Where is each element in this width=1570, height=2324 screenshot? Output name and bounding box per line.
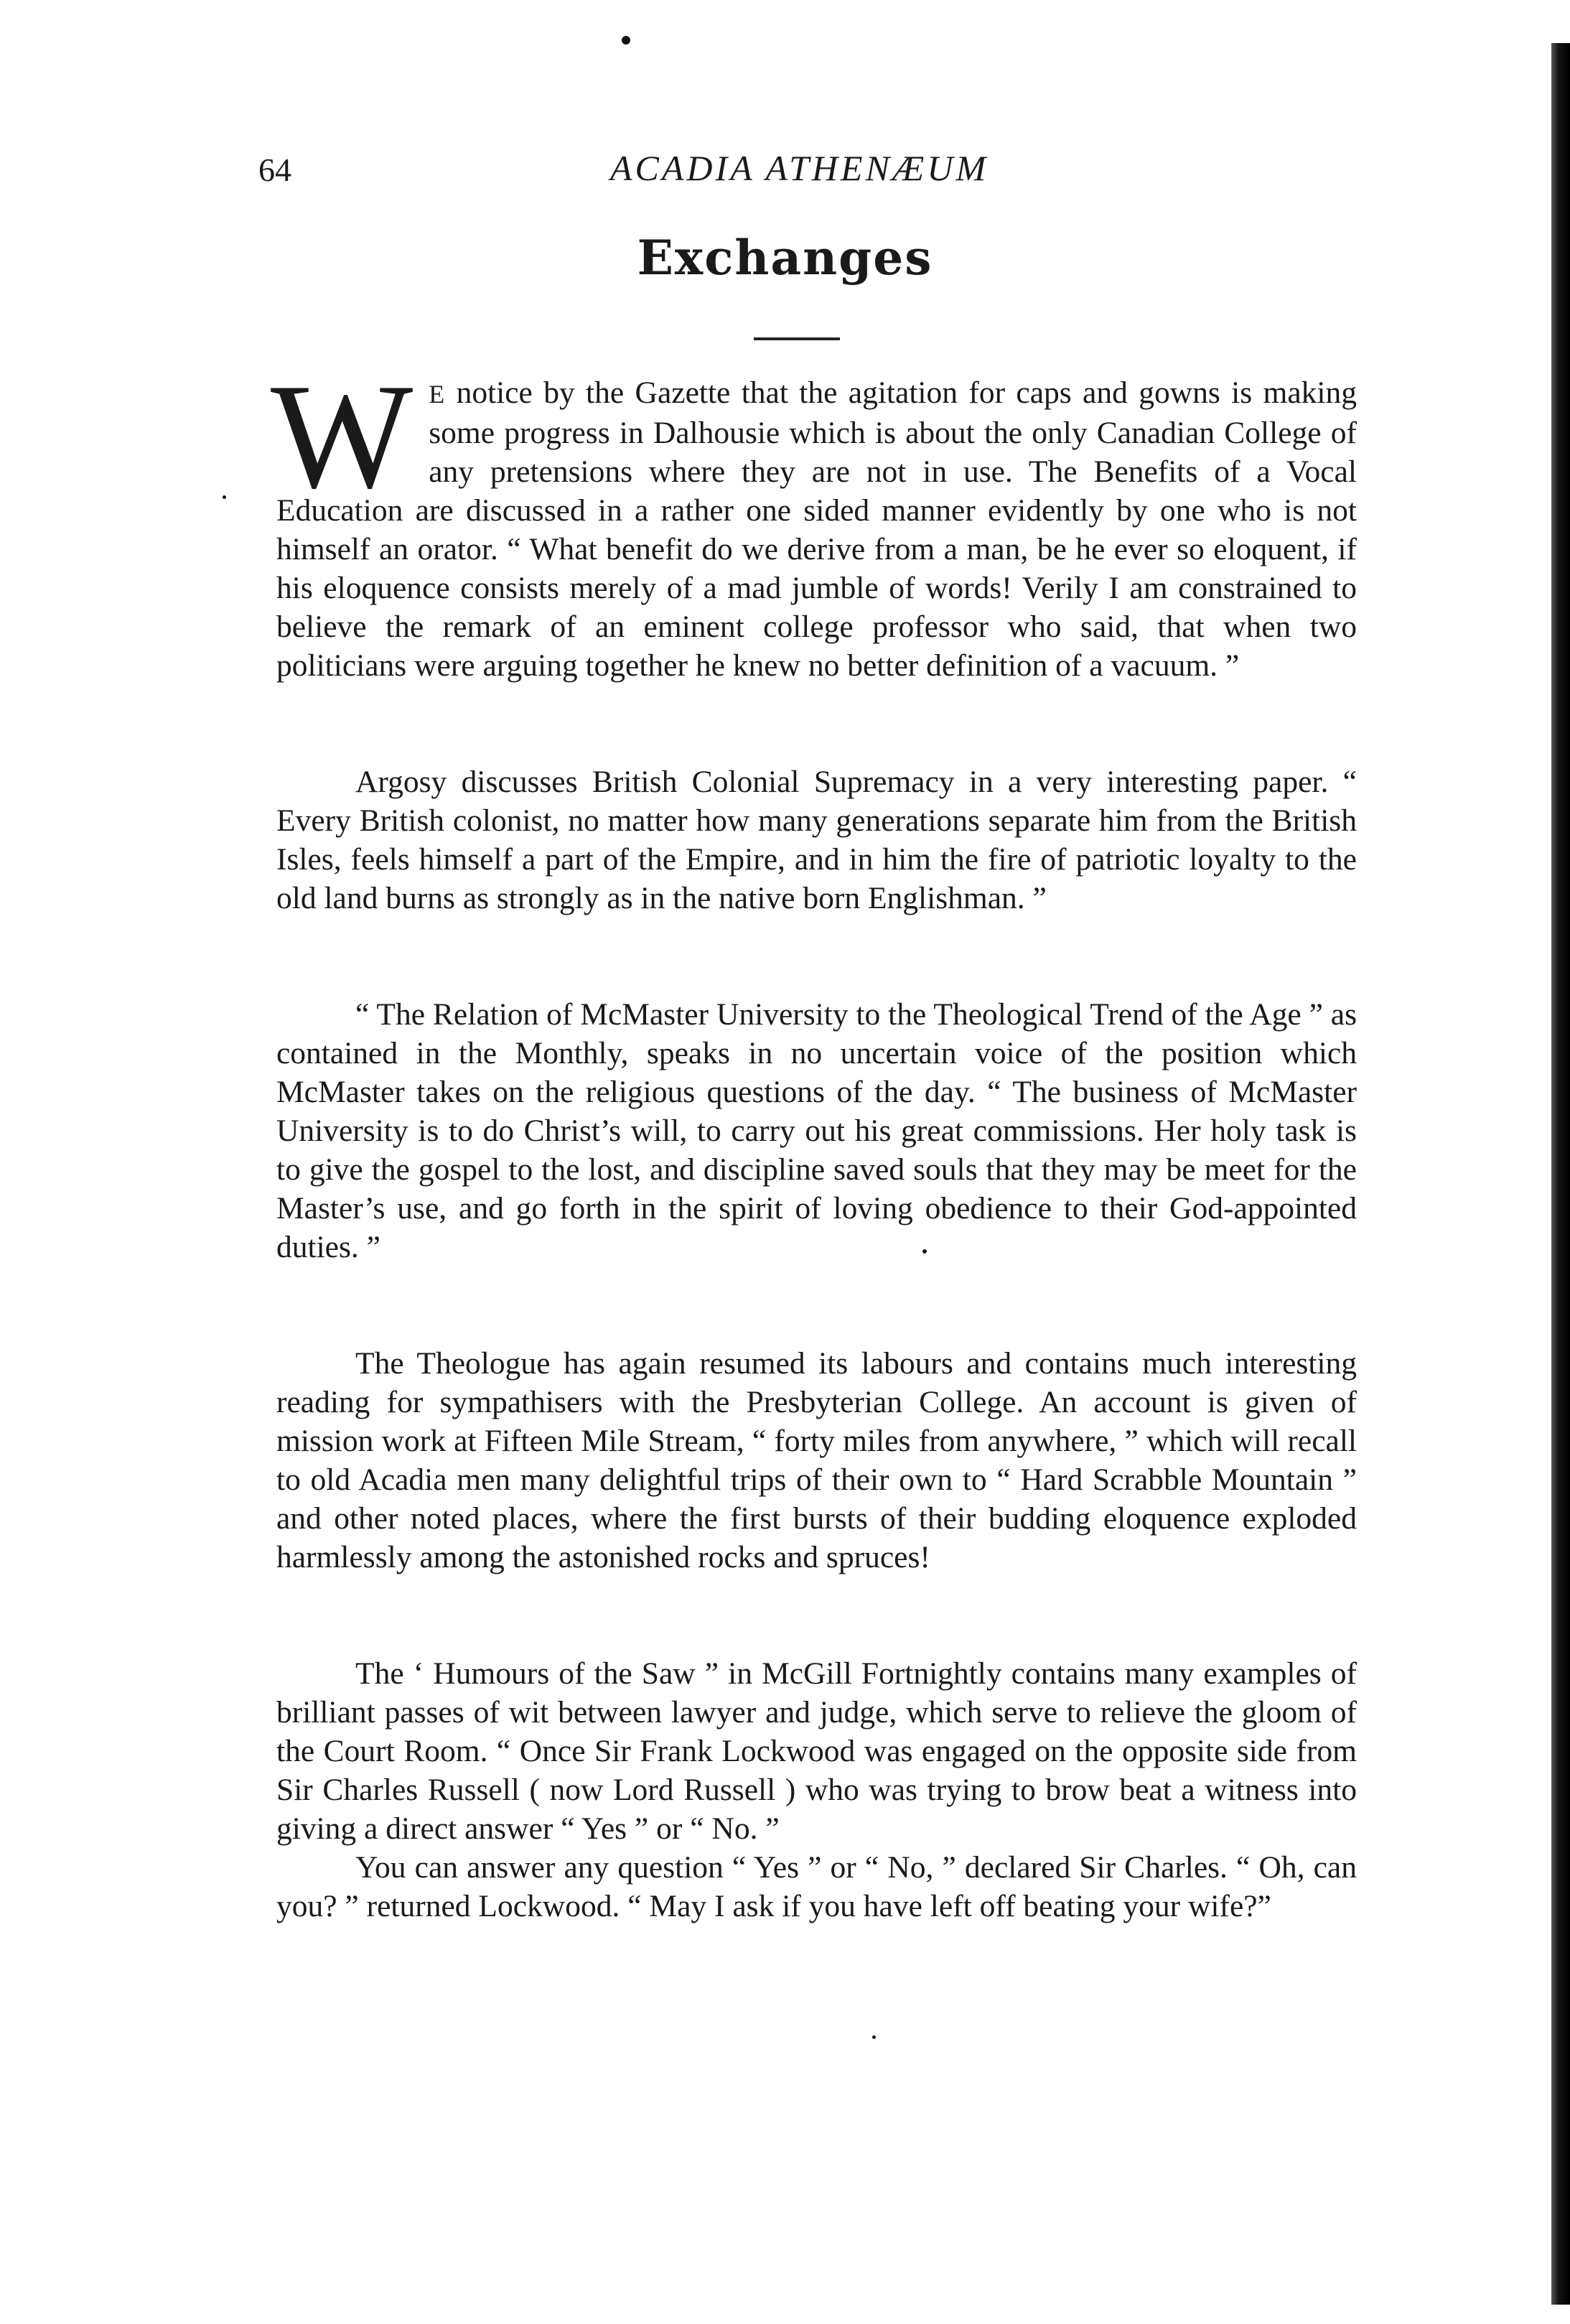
drop-cap-continuation: E xyxy=(429,380,446,409)
page-number: 64 xyxy=(258,151,291,188)
paragraph-text: notice by the Gazette that the agitation for caps and gowns is making some progress in Dalhousie which is about the only Canadian College of any pretensions where they are not in use. The Benefits of a Vocal Education are discussed in a rather one sided manner evidently by one who is not himself an orator. “ What benefit do we derive from a man, be he ever so eloquent, if his eloquence consists merely of a mad jumble of words! Verily I am constrained to believe the remark of an eminent college professor who said, that when two politicians were arguing together he knew no better definition of a vacuum. ” xyxy=(276,375,1357,683)
paragraph-mcgill: The ‘ Humours of the Saw ” in McGill Fortnightly contains many examples of brilliant passes of wit between lawyer and judge, which serve to relieve the gloom of the Court Room. “ Once Sir Frank Lockwood was engaged on the opposite side from Sir Charles Russell ( now Lord Russell ) who was trying to brow beat a witness into giving a direct answer “ Yes ” or “ No. ” xyxy=(276,1656,1357,1846)
ink-speck xyxy=(223,495,226,499)
paragraph-theologue: The Theologue has again resumed its labours and contains much interesting reading for sympathisers with the Presbyterian College. An account is given of mission work at Fifteen Mile Stream, “ forty miles from anywhere, ” which will recall to old Acadia men many delightful trips of their own to “ Hard Scrabble Mountain ” and other noted places, where the first bursts of their budding eloquence exploded harmlessly among the astonished rocks and spruces! xyxy=(276,1346,1357,1574)
article-body xyxy=(271,353,1357,1926)
paragraph-lockwood: You can answer any question “ Yes ” or “ No, ” declared Sir Charles. “ Oh, can you? ” returned Lockwood. “ May I ask if you have left off beating your wife?” xyxy=(276,1850,1357,1923)
ink-speck xyxy=(872,2035,876,2039)
paragraph-mcmaster: “ The Relation of McMaster University to the Theological Trend of the Age ” as contained in the Monthly, speaks in no uncertain voice of the position which McMaster takes on the religious questions of the day. “ The business of McMaster University is to do Christ’s will, to carry out his great commissions. Her holy task is to give the gospel to the lost, and discipline saved souls that they may be meet for the Master’s use, and go forth in the spirit of loving obedience to their God-appointed duties. ” xyxy=(276,997,1357,1264)
paragraph-gazette xyxy=(271,353,1357,685)
running-head: ACADIA ATHENÆUM xyxy=(610,148,989,188)
title-rule xyxy=(754,337,840,340)
page-edge-shadow xyxy=(1551,43,1570,2305)
drop-cap: W xyxy=(271,353,413,520)
section-title: Exchanges xyxy=(637,230,933,286)
ink-speck xyxy=(622,36,630,45)
paragraph-argosy: Argosy discusses British Colonial Supremacy in a very interesting paper. “ Every British colonist, no matter how many generations separate him from the British Isles, feels himself a part of the Empire, and in him the fire of patriotic loyalty to the old land burns as strongly as in the native born Englishman. ” xyxy=(276,765,1357,915)
